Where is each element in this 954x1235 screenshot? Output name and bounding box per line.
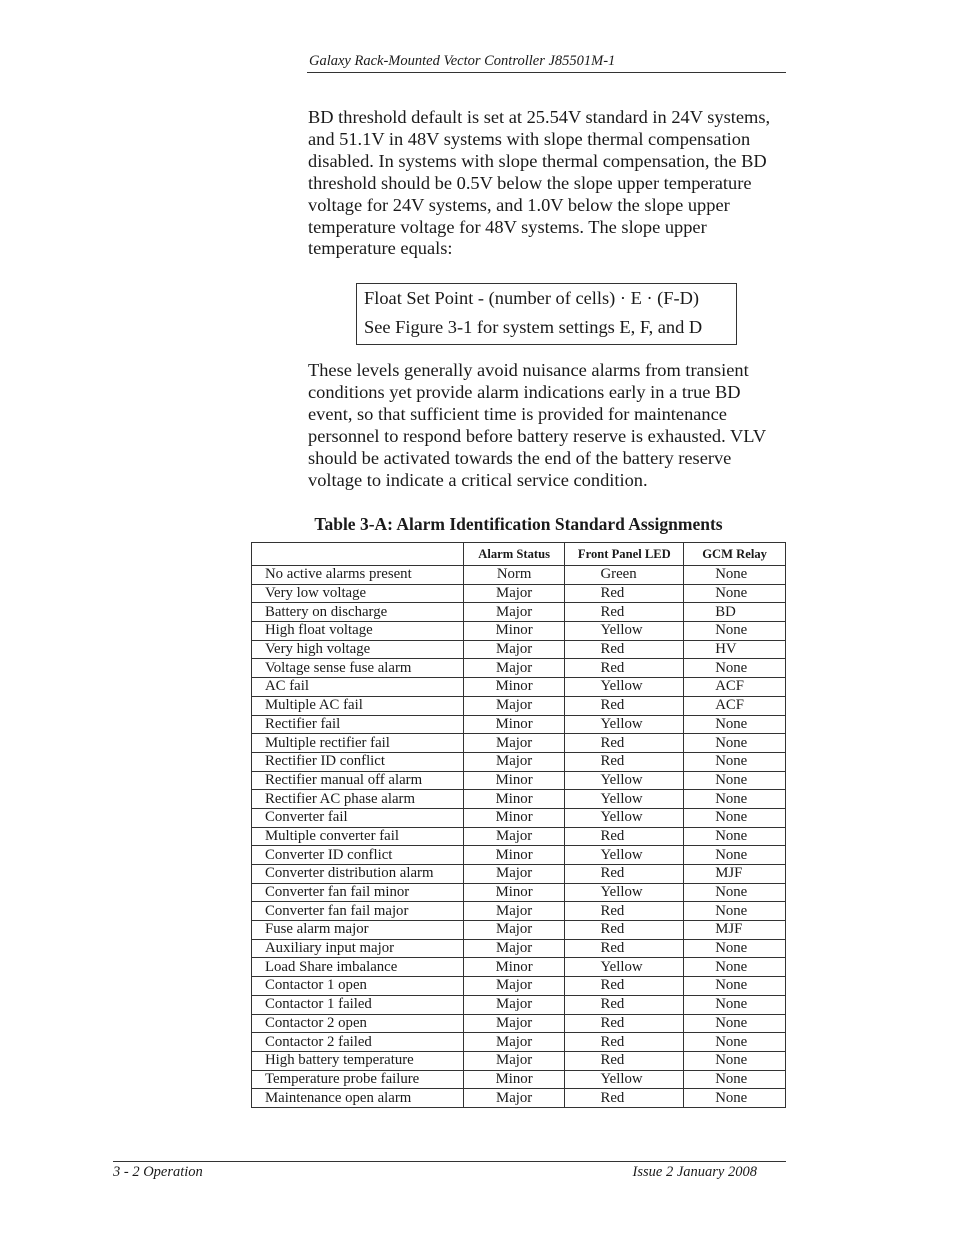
alarm-name-cell: Contactor 1 open [252,977,464,996]
alarm-status-cell: Minor [463,715,565,734]
table-row [252,603,786,622]
led-color-cell: Red [565,1089,684,1108]
alarm-status-cell: Major [463,752,565,771]
alarm-status-cell: Minor [463,622,565,641]
alarm-status-cell: Major [463,1089,565,1108]
alarm-name-cell: No active alarms present [252,566,464,585]
alarm-status-cell: Major [463,584,565,603]
led-color-cell: Yellow [565,678,684,697]
alarm-name-cell: Converter fan fail major [252,902,464,921]
alarm-name-cell: Temperature probe failure [252,1070,464,1089]
led-color-cell: Yellow [565,846,684,865]
gcm-relay-cell: None [684,808,786,827]
gcm-relay-cell: None [684,566,786,585]
alarm-status-cell: Major [463,1033,565,1052]
column-header-front-panel-led: Front Panel LED [565,543,684,566]
alarm-status-cell: Minor [463,958,565,977]
led-color-cell: Red [565,977,684,996]
table-header-row [252,543,786,566]
table-row [252,566,786,585]
alarm-status-cell: Minor [463,771,565,790]
gcm-relay-cell: None [684,995,786,1014]
gcm-relay-cell: None [684,883,786,902]
table-row [252,771,786,790]
table-caption: Table 3-A: Alarm Identification Standard Assignments [314,514,723,534]
alarm-status-cell: Minor [463,1070,565,1089]
table-row [252,678,786,697]
alarm-name-cell: Very high voltage [252,640,464,659]
led-color-cell: Yellow [565,790,684,809]
alarm-status-cell: Minor [463,678,565,697]
gcm-relay-cell: ACF [684,678,786,697]
gcm-relay-cell: HV [684,640,786,659]
alarm-name-cell: Auxiliary input major [252,939,464,958]
gcm-relay-cell: None [684,752,786,771]
table-row [252,883,786,902]
alarm-name-cell: Very low voltage [252,584,464,603]
alarm-name-cell: Multiple rectifier fail [252,734,464,753]
alarm-name-cell: Multiple converter fail [252,827,464,846]
gcm-relay-cell: None [684,1070,786,1089]
gcm-relay-cell: None [684,734,786,753]
table-row [252,921,786,940]
gcm-relay-cell: BD [684,603,786,622]
header-divider [307,72,786,73]
table-row [252,696,786,715]
formula-line: Float Set Point - (number of cells) · E · (F-D) [364,288,700,308]
alarm-status-cell: Major [463,827,565,846]
page-header-title: Galaxy Rack-Mounted Vector Controller J85501M-1 [309,53,616,69]
table-row [252,902,786,921]
led-color-cell: Green [565,566,684,585]
alarm-status-cell: Major [463,995,565,1014]
led-color-cell: Yellow [565,715,684,734]
gcm-relay-cell: None [684,771,786,790]
led-color-cell: Red [565,902,684,921]
table-row [252,734,786,753]
alarm-status-cell: Major [463,640,565,659]
gcm-relay-cell: None [684,715,786,734]
bd-threshold-paragraph: BD threshold default is set at 25.54V standard in 24V systems, and 51.1V in 48V systems with slope thermal compensation disabled. In systems with slope thermal compensation, the BD threshold should be 0.5V below the slope upper temperature voltage for 24V systems, and 1.0V below the slope upper temperature voltage for 48V systems. The slope upper temperature equals: [308,107,771,259]
led-color-cell: Red [565,752,684,771]
led-color-cell: Yellow [565,1070,684,1089]
table-row [252,846,786,865]
table-row [252,584,786,603]
gcm-relay-cell: MJF [684,865,786,884]
led-color-cell: Red [565,921,684,940]
led-color-cell: Red [565,696,684,715]
led-color-cell: Red [565,827,684,846]
table-row [252,1070,786,1089]
gcm-relay-cell: None [684,1089,786,1108]
alarm-name-cell: Load Share imbalance [252,958,464,977]
table-row [252,1051,786,1070]
formula-note: See Figure 3-1 for system settings E, F, and D [364,317,703,337]
table-row [252,790,786,809]
alarm-name-cell: Rectifier AC phase alarm [252,790,464,809]
table-row [252,715,786,734]
alarm-status-cell: Major [463,603,565,622]
alarm-status-cell: Minor [463,883,565,902]
gcm-relay-cell: None [684,622,786,641]
alarm-status-cell: Major [463,1051,565,1070]
table-row [252,939,786,958]
gcm-relay-cell: None [684,939,786,958]
gcm-relay-cell: None [684,659,786,678]
led-color-cell: Red [565,640,684,659]
gcm-relay-cell: None [684,902,786,921]
table-row [252,995,786,1014]
gcm-relay-cell: None [684,1051,786,1070]
table-row [252,808,786,827]
alarm-name-cell: Converter distribution alarm [252,865,464,884]
alarm-status-cell: Major [463,696,565,715]
led-color-cell: Yellow [565,958,684,977]
table-row [252,958,786,977]
alarm-name-cell: Maintenance open alarm [252,1089,464,1108]
alarm-status-cell: Major [463,734,565,753]
led-color-cell: Yellow [565,883,684,902]
gcm-relay-cell: ACF [684,696,786,715]
column-header-gcm-relay: GCM Relay [684,543,786,566]
table-row [252,977,786,996]
alarm-status-cell: Minor [463,808,565,827]
led-color-cell: Red [565,584,684,603]
led-color-cell: Red [565,1051,684,1070]
alarm-status-cell: Major [463,865,565,884]
alarm-name-cell: Converter fail [252,808,464,827]
led-color-cell: Yellow [565,622,684,641]
gcm-relay-cell: None [684,846,786,865]
led-color-cell: Red [565,1014,684,1033]
table-row [252,827,786,846]
alarm-name-cell: Contactor 2 failed [252,1033,464,1052]
alarm-status-cell: Major [463,921,565,940]
led-color-cell: Yellow [565,771,684,790]
column-header-alarm-status: Alarm Status [463,543,565,566]
alarm-name-cell: AC fail [252,678,464,697]
gcm-relay-cell: None [684,1014,786,1033]
led-color-cell: Red [565,995,684,1014]
alarm-name-cell: Multiple AC fail [252,696,464,715]
led-color-cell: Yellow [565,808,684,827]
table-body [252,566,786,1108]
table-row [252,640,786,659]
alarm-name-cell: Voltage sense fuse alarm [252,659,464,678]
alarm-name-cell: Rectifier manual off alarm [252,771,464,790]
table-row [252,865,786,884]
alarm-name-cell: Fuse alarm major [252,921,464,940]
alarm-name-cell: Rectifier fail [252,715,464,734]
alarm-assignments-table [251,542,786,1108]
alarm-name-cell: High battery temperature [252,1051,464,1070]
led-color-cell: Red [565,734,684,753]
alarm-name-cell: Contactor 2 open [252,1014,464,1033]
gcm-relay-cell: None [684,1033,786,1052]
alarm-status-cell: Major [463,977,565,996]
led-color-cell: Red [565,939,684,958]
alarm-status-cell: Minor [463,790,565,809]
footer-section-label: 3 - 2 Operation [113,1164,203,1180]
alarm-name-cell: High float voltage [252,622,464,641]
gcm-relay-cell: None [684,827,786,846]
alarm-status-cell: Minor [463,846,565,865]
led-color-cell: Red [565,1033,684,1052]
alarm-name-cell: Converter fan fail minor [252,883,464,902]
table-row [252,659,786,678]
led-color-cell: Red [565,659,684,678]
alarm-status-cell: Norm [463,566,565,585]
formula-box [356,283,737,345]
alarm-name-cell: Converter ID conflict [252,846,464,865]
table-row [252,622,786,641]
gcm-relay-cell: None [684,584,786,603]
alarm-status-cell: Major [463,1014,565,1033]
table-row [252,1014,786,1033]
table-row [252,752,786,771]
table-row [252,1033,786,1052]
gcm-relay-cell: None [684,790,786,809]
alarm-status-cell: Major [463,902,565,921]
column-header-alarm [252,543,464,566]
alarm-name-cell: Battery on discharge [252,603,464,622]
alarm-status-cell: Major [463,939,565,958]
footer-issue-date: Issue 2 January 2008 [632,1164,757,1180]
alarm-levels-paragraph: These levels generally avoid nuisance alarms from transient conditions yet provide alarm indications early in a true BD event, so that sufficient time is provided for maintenance personnel to respond before battery reserve is exhausted. VLV should be activated towards the end of the battery reserve voltage to indicate a critical service condition. [308,360,766,490]
gcm-relay-cell: None [684,958,786,977]
alarm-name-cell: Contactor 1 failed [252,995,464,1014]
led-color-cell: Red [565,603,684,622]
alarm-status-cell: Major [463,659,565,678]
footer-divider [113,1161,786,1162]
table-row [252,1089,786,1108]
alarm-name-cell: Rectifier ID conflict [252,752,464,771]
gcm-relay-cell: None [684,977,786,996]
led-color-cell: Red [565,865,684,884]
gcm-relay-cell: MJF [684,921,786,940]
